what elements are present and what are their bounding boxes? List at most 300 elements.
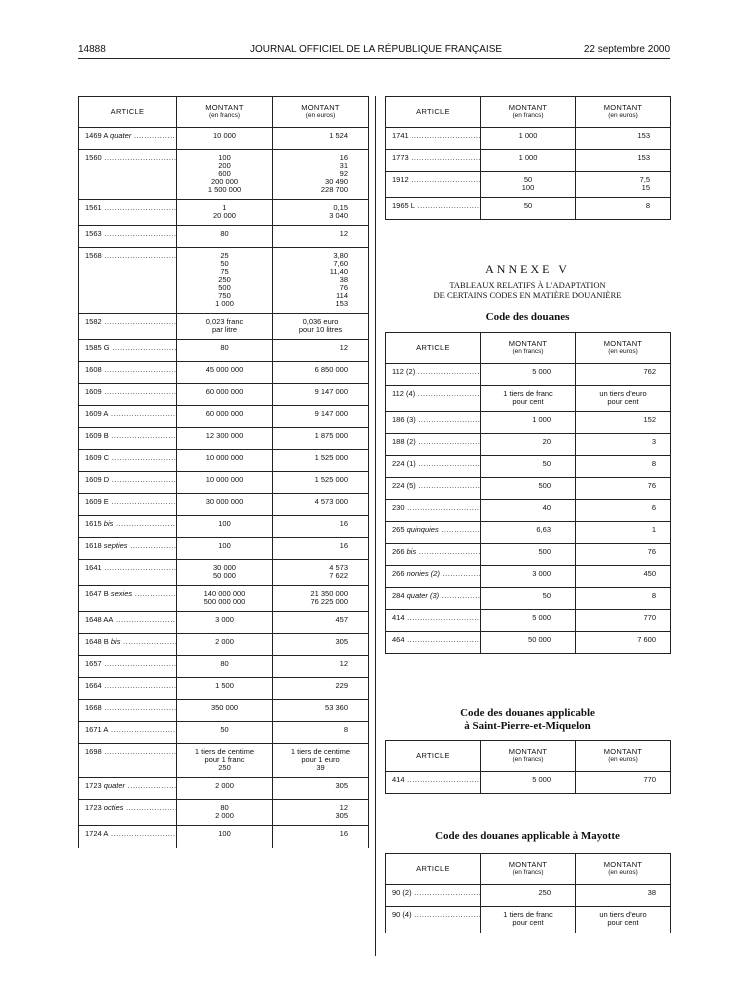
amount-francs: 50 000 <box>213 571 236 580</box>
annexe-subtitle: TABLEAUX RELATIFS À L'ADAPTATION DE CERTAINS CODES EN MATIÈRE DOUANIÈRE <box>433 280 622 300</box>
article-number: 1741 <box>392 131 409 140</box>
amount-francs: 100 <box>218 541 231 550</box>
amount-francs: 2 000 <box>215 811 234 820</box>
article-suffix: bis <box>110 637 121 646</box>
amount-euros-cell <box>273 778 369 800</box>
amount-euros: 16 <box>339 541 348 550</box>
table-row <box>79 226 369 248</box>
article-number: 1724 A <box>85 829 109 838</box>
amount-francs-cell <box>177 516 273 538</box>
amount-francs-cell <box>177 384 273 406</box>
table-row <box>386 386 671 412</box>
article-number: 414 <box>392 775 405 784</box>
amount-francs-cell <box>481 150 576 172</box>
amount-euros: 153 <box>637 153 650 162</box>
article-cell <box>79 494 177 516</box>
table-row <box>386 885 671 907</box>
article-number: 284 <box>392 591 405 600</box>
article-number: 230 <box>392 503 405 512</box>
article-suffix: quinquies <box>406 525 439 534</box>
amount-euros: 12 <box>339 229 348 238</box>
amount-euros: 7,5 <box>639 175 650 184</box>
table-row <box>386 907 671 933</box>
table-row <box>386 500 671 522</box>
article-cell <box>79 150 177 200</box>
amount-francs: 1 000 <box>532 415 551 424</box>
col-header-article: ARTICLE <box>386 854 481 885</box>
table-row <box>79 314 369 340</box>
table-row <box>79 428 369 450</box>
amount-euros: 7 600 <box>637 635 656 644</box>
article-number: 1609 C <box>85 453 110 462</box>
table-row <box>79 362 369 384</box>
amount-francs: 1 000 <box>215 299 234 308</box>
amount-francs-cell <box>481 588 576 610</box>
amount-francs-cell <box>481 386 576 412</box>
article-cell <box>386 566 481 588</box>
article-cell <box>386 364 481 386</box>
amount-francs: 350 000 <box>210 703 239 712</box>
table-row <box>386 364 671 386</box>
col-header-euros: MONTANT (en euros) <box>576 854 671 885</box>
amount-euros-cell <box>273 744 369 778</box>
table-row <box>79 450 369 472</box>
article-cell <box>79 428 177 450</box>
amount-euros: 305 <box>335 811 348 820</box>
article-suffix: bis <box>103 519 114 528</box>
amount-euros-cell <box>576 588 671 610</box>
amount-euros: 0,036 euro <box>302 317 339 326</box>
amount-euros-cell <box>273 340 369 362</box>
page-number: 14888 <box>78 44 106 55</box>
article-cell <box>79 340 177 362</box>
amount-francs-cell <box>481 885 576 907</box>
amount-francs: 140 000 000 <box>203 589 246 598</box>
amount-euros-cell <box>273 722 369 744</box>
amount-euros: un tiers d'euro <box>599 389 647 398</box>
amount-francs-cell <box>177 612 273 634</box>
amount-euros-cell <box>576 885 671 907</box>
header-rule <box>78 58 670 59</box>
amount-euros: 114 <box>336 291 348 300</box>
article-number: 90 (4) <box>392 910 412 919</box>
amount-francs: pour cent <box>512 397 544 406</box>
article-cell <box>386 478 481 500</box>
amount-euros: 1 tiers de centime <box>290 747 351 756</box>
amount-euros: 76 <box>647 547 656 556</box>
article-number: 266 <box>392 547 405 556</box>
article-cell <box>386 772 481 794</box>
col-header-article: ARTICLE <box>386 97 481 128</box>
amount-euros-cell <box>576 544 671 566</box>
amount-francs-cell <box>177 314 273 340</box>
article-cell <box>79 778 177 800</box>
amount-francs: 100 <box>521 183 535 192</box>
publication-date: 22 septembre 2000 <box>583 44 670 55</box>
amount-euros: 39 <box>316 763 325 772</box>
amount-francs: 5 000 <box>532 775 551 784</box>
amount-francs: 200 <box>218 161 231 170</box>
amount-euros-cell <box>576 434 671 456</box>
section-title-code-douanes: Code des douanes <box>485 311 570 323</box>
article-suffix: quater (3) <box>406 591 440 600</box>
article-number: 266 <box>392 569 405 578</box>
amount-euros-cell <box>273 560 369 586</box>
amount-francs: 50 <box>542 591 551 600</box>
amount-francs: 2 000 <box>215 637 234 646</box>
article-cell <box>386 412 481 434</box>
table-row <box>386 566 671 588</box>
amount-francs: 60 000 000 <box>205 409 244 418</box>
amount-francs: 10 000 000 <box>205 453 244 462</box>
amount-francs-cell <box>177 634 273 656</box>
article-cell <box>386 128 481 150</box>
table-row <box>386 150 671 172</box>
amount-francs: 1 tiers de centime <box>194 747 255 756</box>
amount-euros-cell <box>576 478 671 500</box>
amount-francs: 80 <box>220 803 229 812</box>
article-number: 1608 <box>85 365 102 374</box>
amount-francs: 5 000 <box>532 613 551 622</box>
amount-euros: pour cent <box>607 918 639 927</box>
amount-francs-cell <box>177 494 273 516</box>
amount-euros: 92 <box>339 169 348 178</box>
amount-francs: 0,023 franc <box>205 317 244 326</box>
amount-euros: 9 147 000 <box>314 409 348 418</box>
article-suffix: nonies (2) <box>406 569 440 578</box>
table-row <box>386 588 671 610</box>
table-row <box>386 128 671 150</box>
amount-francs: 100 <box>218 829 231 838</box>
article-cell <box>79 450 177 472</box>
amount-euros: 21 350 000 <box>310 589 348 598</box>
amount-francs: 30 000 000 <box>205 497 244 506</box>
amount-francs: 6,63 <box>536 525 551 534</box>
amount-francs: 250 <box>218 763 231 772</box>
amount-francs: 500 <box>538 547 551 556</box>
article-cell <box>386 544 481 566</box>
table-row <box>386 198 671 220</box>
amount-francs-cell <box>481 456 576 478</box>
amount-francs: 2 000 <box>215 781 234 790</box>
article-number: 1561 <box>85 203 102 212</box>
article-cell <box>386 610 481 632</box>
amount-euros-cell <box>273 406 369 428</box>
article-number: 1609 E <box>85 497 109 506</box>
amount-euros-cell <box>576 566 671 588</box>
article-number: 1563 <box>85 229 102 238</box>
amount-euros: 1 875 000 <box>314 431 348 440</box>
amount-euros-cell <box>576 128 671 150</box>
article-number: 1469 A <box>85 131 108 140</box>
amount-euros: 3 040 <box>329 211 348 220</box>
amount-euros: 153 <box>335 299 348 308</box>
amount-francs: 200 000 <box>210 177 239 186</box>
amount-francs: 75 <box>220 267 229 276</box>
article-number: 1657 <box>85 659 102 668</box>
amount-francs: 1 tiers de franc <box>503 910 553 919</box>
amount-euros: 228 700 <box>320 185 348 194</box>
article-number: 1668 <box>85 703 102 712</box>
amount-euros-cell <box>273 150 369 200</box>
article-cell <box>79 612 177 634</box>
amount-euros: 1 525 000 <box>314 453 348 462</box>
article-number: 1647 B <box>85 589 109 598</box>
col-header-euros: MONTANT (en euros) <box>273 97 369 128</box>
amount-francs: par litre <box>211 325 237 334</box>
table-row <box>79 656 369 678</box>
table-row <box>386 412 671 434</box>
amount-francs-cell <box>481 172 576 198</box>
article-cell <box>386 172 481 198</box>
article-cell <box>79 722 177 744</box>
amount-euros-cell <box>273 656 369 678</box>
col-header-francs: MONTANT (en francs) <box>481 333 576 364</box>
amount-francs-cell <box>481 478 576 500</box>
amount-euros-cell <box>273 128 369 150</box>
amount-euros: 457 <box>335 615 348 624</box>
amount-euros-cell <box>273 538 369 560</box>
article-cell <box>79 634 177 656</box>
article-cell <box>79 678 177 700</box>
amount-francs: 20 <box>542 437 551 446</box>
article-cell <box>79 744 177 778</box>
amount-francs: 50 <box>220 725 229 734</box>
table-row <box>79 494 369 516</box>
amount-francs: 25 <box>220 251 229 260</box>
amount-euros-cell <box>273 428 369 450</box>
article-cell <box>386 150 481 172</box>
article-number: 1609 D <box>85 475 110 484</box>
amount-euros-cell <box>576 456 671 478</box>
amount-francs: 1 tiers de franc <box>503 389 553 398</box>
amount-euros-cell <box>576 522 671 544</box>
amount-francs: 50 <box>220 259 229 268</box>
amount-euros: 15 <box>641 183 650 192</box>
article-number: 1618 <box>85 541 102 550</box>
table-row <box>79 722 369 744</box>
amount-euros: 770 <box>643 613 656 622</box>
amount-euros: 12 <box>339 343 348 352</box>
col-header-article: ARTICLE <box>386 741 481 772</box>
table-row <box>386 478 671 500</box>
amount-euros: 76 <box>339 283 348 292</box>
amount-euros-cell <box>273 494 369 516</box>
amount-euros-cell <box>576 172 671 198</box>
amount-francs-cell <box>177 722 273 744</box>
article-suffix: sexies <box>110 589 133 598</box>
article-cell <box>79 200 177 226</box>
col-header-francs: MONTANT (en francs) <box>177 97 273 128</box>
amount-euros-cell <box>576 907 671 933</box>
amount-euros: 4 573 <box>329 563 348 572</box>
amount-francs-cell <box>481 128 576 150</box>
amount-euros: 16 <box>339 829 348 838</box>
table-row <box>79 200 369 226</box>
table-row <box>386 172 671 198</box>
article-number: 1648 AA <box>85 615 114 624</box>
amount-francs: 3 000 <box>215 615 234 624</box>
amount-euros: 12 <box>339 659 348 668</box>
section-title-code-mayotte: Code des douanes applicable à Mayotte <box>435 830 620 842</box>
amount-euros: 76 225 000 <box>310 597 348 606</box>
article-number: 112 (4) <box>392 389 416 398</box>
table-row <box>386 456 671 478</box>
amount-euros-cell <box>576 150 671 172</box>
amount-francs: 50 <box>523 175 533 184</box>
amount-francs-cell <box>481 522 576 544</box>
amount-francs-cell <box>177 248 273 314</box>
amount-francs-cell <box>177 226 273 248</box>
amount-euros: 6 <box>651 503 656 512</box>
amount-euros-cell <box>576 500 671 522</box>
amount-francs: 3 000 <box>532 569 551 578</box>
article-suffix: bis <box>406 547 417 556</box>
amount-francs-cell <box>177 586 273 612</box>
article-cell <box>386 198 481 220</box>
amount-francs-cell <box>177 560 273 586</box>
amount-euros-cell <box>273 226 369 248</box>
article-number: 1648 B <box>85 637 109 646</box>
amount-francs: 1 000 <box>518 153 538 162</box>
amount-euros: 450 <box>643 569 656 578</box>
table-row <box>386 772 671 794</box>
article-cell <box>79 226 177 248</box>
amount-euros: 0,15 <box>333 203 348 212</box>
article-number: 224 (1) <box>392 459 416 468</box>
amount-francs: pour cent <box>512 918 544 927</box>
code-spm-table <box>385 740 671 794</box>
amount-euros-cell <box>576 412 671 434</box>
amount-francs-cell <box>177 450 273 472</box>
amount-euros: 8 <box>651 591 656 600</box>
amount-euros: 11,40 <box>329 267 348 276</box>
table-row <box>79 406 369 428</box>
amount-euros-cell <box>273 586 369 612</box>
amount-euros: 8 <box>645 201 650 210</box>
amount-euros: 762 <box>643 367 656 376</box>
amount-euros: 770 <box>643 775 656 784</box>
article-number: 112 (2) <box>392 367 416 376</box>
amount-euros: 31 <box>339 161 348 170</box>
amount-francs-cell <box>177 700 273 722</box>
left-amount-table <box>78 96 369 848</box>
amount-euros: 7 622 <box>329 571 348 580</box>
amount-euros: pour 1 euro <box>301 755 340 764</box>
table-row <box>79 516 369 538</box>
article-number: 1664 <box>85 681 102 690</box>
amount-francs: 600 <box>218 169 231 178</box>
article-number: 1773 <box>392 153 409 162</box>
amount-francs: 1 <box>222 203 227 212</box>
article-cell <box>79 560 177 586</box>
amount-francs-cell <box>177 200 273 226</box>
table-row <box>79 634 369 656</box>
amount-francs: 5 000 <box>532 367 551 376</box>
section-title-code-spm: Code des douanes applicable à Saint-Pierre-et-Miquelon <box>460 707 595 732</box>
amount-euros-cell <box>576 198 671 220</box>
article-number: 1671 A <box>85 725 109 734</box>
amount-francs: 250 <box>538 888 551 897</box>
article-cell <box>386 456 481 478</box>
amount-euros-cell <box>273 450 369 472</box>
amount-francs-cell <box>481 412 576 434</box>
amount-euros: 30 490 <box>325 177 348 186</box>
amount-euros-cell <box>273 826 369 848</box>
article-cell <box>386 588 481 610</box>
article-number: 1609 A <box>85 409 109 418</box>
article-number: 1965 L <box>392 201 415 210</box>
amount-euros: 38 <box>339 275 348 284</box>
col-header-francs: MONTANT (en francs) <box>481 97 576 128</box>
article-cell <box>79 538 177 560</box>
article-suffix: quater <box>110 131 132 140</box>
amount-euros: 305 <box>335 637 348 646</box>
table-row <box>79 384 369 406</box>
table-row <box>79 800 369 826</box>
amount-euros-cell <box>273 362 369 384</box>
article-cell <box>79 826 177 848</box>
amount-francs-cell <box>481 772 576 794</box>
amount-francs-cell <box>177 656 273 678</box>
amount-francs-cell <box>177 406 273 428</box>
amount-euros: 305 <box>335 781 348 790</box>
col-header-francs: MONTANT (en francs) <box>481 741 576 772</box>
article-cell <box>79 472 177 494</box>
article-number: 1723 <box>85 803 102 812</box>
amount-francs: 60 000 000 <box>205 387 244 396</box>
amount-euros: 53 360 <box>325 703 348 712</box>
amount-francs: 500 000 000 <box>203 597 246 606</box>
amount-euros-cell <box>273 384 369 406</box>
amount-euros: pour 10 litres <box>298 325 343 334</box>
amount-francs-cell <box>481 500 576 522</box>
table-row <box>79 472 369 494</box>
article-cell <box>386 500 481 522</box>
amount-francs-cell <box>481 434 576 456</box>
col-header-euros: MONTANT (en euros) <box>576 97 671 128</box>
table-row <box>79 538 369 560</box>
article-cell <box>79 586 177 612</box>
article-number: 224 (5) <box>392 481 416 490</box>
column-divider <box>375 96 376 956</box>
article-number: 414 <box>392 613 405 622</box>
article-cell <box>79 656 177 678</box>
amount-francs-cell <box>481 566 576 588</box>
table-row <box>79 248 369 314</box>
amount-francs: 100 <box>218 519 231 528</box>
amount-euros: 153 <box>637 131 650 140</box>
article-number: 1568 <box>85 251 102 260</box>
amount-francs: 1 500 <box>215 681 234 690</box>
amount-euros: 7,60 <box>333 259 348 268</box>
article-number: 464 <box>392 635 405 644</box>
amount-francs: 12 300 000 <box>205 431 244 440</box>
amount-francs: 1 000 <box>518 131 538 140</box>
amount-francs-cell <box>177 362 273 384</box>
article-number: 1723 <box>85 781 102 790</box>
amount-euros: 229 <box>335 681 348 690</box>
col-header-euros: MONTANT (en euros) <box>576 741 671 772</box>
amount-euros-cell <box>273 248 369 314</box>
amount-francs-cell <box>177 744 273 778</box>
amount-francs-cell <box>481 198 576 220</box>
amount-francs-cell <box>481 907 576 933</box>
amount-francs: 1 500 000 <box>207 185 242 194</box>
amount-francs-cell <box>177 826 273 848</box>
article-number: 1641 <box>85 563 102 572</box>
amount-euros: 152 <box>643 415 656 424</box>
